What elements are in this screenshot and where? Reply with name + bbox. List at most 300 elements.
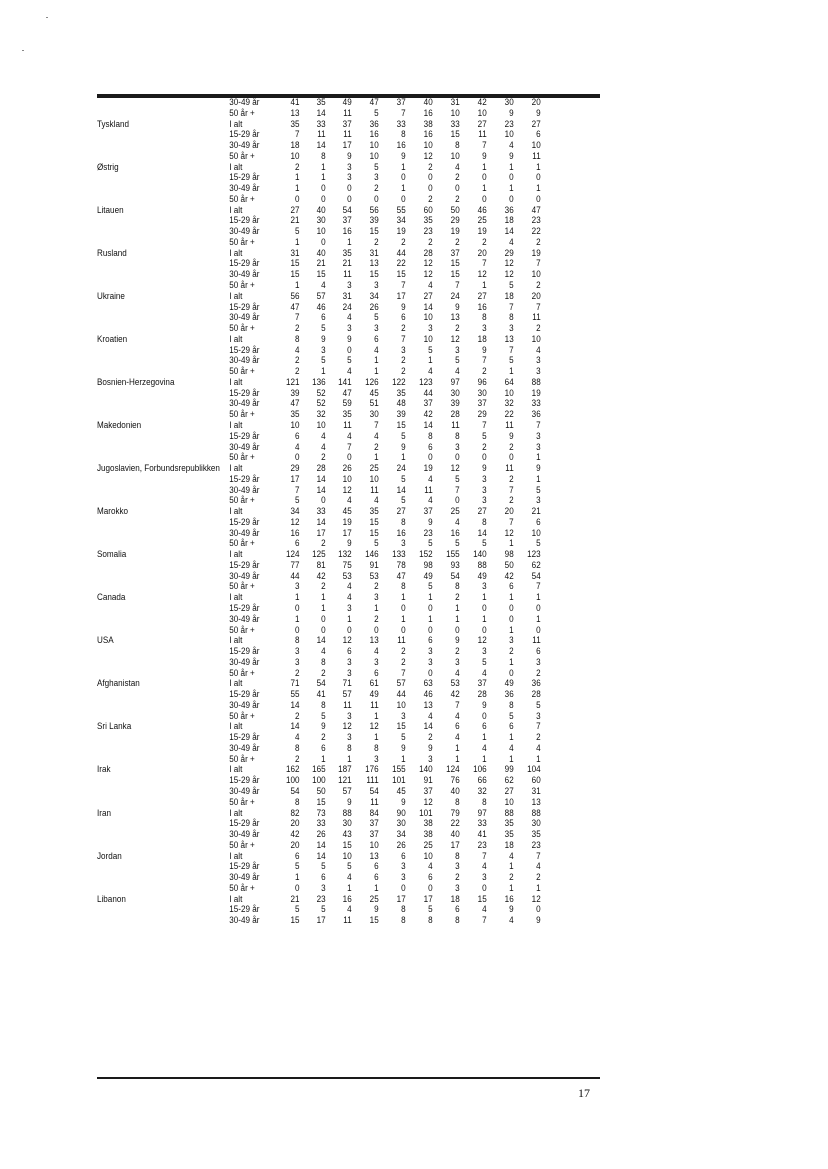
age-group-label: 30-49 år: [229, 699, 260, 710]
table-cell: 27: [396, 506, 406, 517]
country-label: Tyskland: [97, 118, 129, 129]
table-cell: 18: [450, 893, 460, 904]
table-cell: 4: [428, 366, 433, 377]
country-label: USA: [97, 635, 114, 646]
table-cell: 2: [482, 441, 487, 452]
table-cell: 1: [401, 161, 406, 172]
table-cell: 8: [455, 581, 460, 592]
table-cell: 16: [504, 893, 514, 904]
table-cell: 8: [401, 129, 406, 140]
table-cell: 10: [531, 140, 541, 151]
table-cell: 4: [428, 710, 433, 721]
table-cell: 5: [509, 710, 514, 721]
table-cell: 1: [374, 366, 379, 377]
table-cell: 1: [509, 656, 514, 667]
table-cell: 7: [294, 312, 300, 323]
table-cell: 28: [477, 689, 487, 700]
table-cell: 27: [504, 786, 514, 796]
table-cell: 0: [294, 624, 300, 635]
table-cell: 6: [374, 861, 379, 872]
table-cell: 57: [342, 689, 352, 700]
table-cell: 7: [482, 419, 487, 430]
table-cell: 1: [536, 473, 541, 484]
table-cell: 12: [504, 527, 514, 538]
table-cell: 20: [531, 97, 541, 107]
table-cell: 98: [504, 549, 514, 560]
table-cell: 10: [531, 269, 541, 280]
table-cell: 4: [509, 915, 514, 926]
table-cell: 3: [347, 323, 352, 334]
table-cell: 15: [290, 269, 300, 280]
table-cell: 53: [369, 570, 379, 581]
table-cell: 33: [477, 818, 487, 829]
age-group-label: 50 år +: [229, 624, 255, 635]
table-cell: 15: [396, 419, 406, 430]
table-cell: 27: [477, 118, 487, 129]
table-cell: 19: [423, 463, 433, 474]
table-cell: 57: [396, 678, 406, 689]
table-row: [97, 668, 550, 679]
table-cell: 11: [370, 699, 379, 710]
table-cell: 2: [428, 161, 433, 172]
table-cell: 0: [347, 183, 352, 194]
table-cell: 23: [531, 839, 541, 850]
table-cell: 9: [401, 796, 406, 807]
table-cell: 31: [290, 247, 300, 258]
table-cell: 18: [504, 290, 514, 301]
table-cell: 176: [365, 764, 379, 775]
table-cell: 19: [531, 247, 541, 258]
table-cell: 17: [396, 893, 406, 904]
table-cell: 33: [316, 818, 326, 829]
table-cell: 4: [294, 732, 300, 743]
table-cell: 0: [347, 452, 352, 463]
table-cell: 8: [347, 742, 352, 753]
table-cell: 2: [374, 441, 379, 452]
table-cell: 6: [294, 430, 300, 441]
table-cell: 6: [401, 312, 406, 323]
table-cell: 3: [374, 323, 379, 334]
table-cell: 32: [504, 398, 514, 409]
table-cell: 10: [369, 839, 379, 850]
table-cell: 3: [347, 732, 352, 743]
table-cell: 15: [369, 915, 379, 926]
table-cell: 2: [294, 366, 300, 377]
table-cell: 2: [455, 193, 460, 204]
table-row: [97, 302, 550, 313]
table-cell: 1: [294, 183, 300, 194]
age-group-label: 30-49 år: [229, 312, 260, 323]
table-cell: 54: [342, 204, 352, 215]
table-cell: 1: [509, 366, 514, 377]
table-cell: 30: [316, 215, 326, 226]
table-cell: 4: [347, 872, 352, 883]
age-group-label: 15-29 år: [229, 129, 260, 140]
table-cell: 0: [294, 193, 300, 204]
table-cell: 4: [428, 473, 433, 484]
age-group-label: 50 år +: [229, 581, 255, 592]
table-cell: 2: [482, 236, 487, 247]
table-cell: 0: [536, 193, 541, 204]
table-cell: 9: [321, 333, 326, 344]
table-cell: 9: [428, 516, 433, 527]
table-cell: 47: [342, 387, 352, 398]
table-cell: 24: [450, 290, 460, 301]
table-cell: 5: [321, 355, 326, 366]
table-cell: 12: [504, 269, 514, 280]
age-group-label: I alt: [229, 678, 243, 689]
table-cell: 0: [482, 193, 487, 204]
table-cell: 5: [428, 581, 433, 592]
table-cell: 11: [343, 699, 352, 710]
table-cell: 3: [428, 323, 433, 334]
table-cell: 124: [285, 549, 300, 560]
table-cell: 7: [482, 355, 487, 366]
table-cell: 37: [477, 678, 487, 689]
table-cell: 49: [369, 689, 379, 700]
table-cell: 20: [290, 839, 300, 850]
table-cell: 3: [294, 656, 300, 667]
table-cell: 7: [482, 140, 487, 151]
table-cell: 88: [504, 807, 514, 818]
table-cell: 42: [423, 409, 433, 420]
table-cell: 10: [423, 140, 433, 151]
table-row: [97, 808, 550, 819]
table-cell: 6: [428, 872, 433, 883]
table-cell: 3: [509, 635, 514, 646]
table-cell: 1: [321, 366, 326, 377]
table-cell: 11: [370, 796, 379, 807]
age-group-label: 30-49 år: [229, 786, 260, 796]
table-cell: 27: [531, 118, 541, 129]
table-row: [97, 743, 550, 754]
table-cell: 1: [482, 280, 487, 291]
table-cell: 5: [509, 280, 514, 291]
table-cell: 26: [369, 301, 379, 312]
table-cell: 1: [347, 882, 352, 893]
table-cell: 14: [316, 839, 326, 850]
table-cell: 18: [477, 333, 487, 344]
table-cell: 42: [316, 570, 326, 581]
table-cell: 0: [509, 613, 514, 624]
table-cell: 17: [342, 140, 352, 151]
table-cell: 14: [316, 140, 326, 151]
table-cell: 3: [536, 430, 541, 441]
age-group-label: 50 år +: [229, 753, 255, 764]
table-cell: 4: [536, 861, 541, 872]
table-cell: 14: [396, 484, 406, 495]
age-group-label: 15-29 år: [229, 775, 260, 786]
table-cell: 2: [536, 667, 541, 678]
table-cell: 14: [316, 850, 326, 861]
table-cell: 10: [531, 333, 541, 344]
table-cell: 56: [369, 204, 379, 215]
table-cell: 3: [536, 656, 541, 667]
table-cell: 3: [536, 710, 541, 721]
table-cell: 6: [428, 441, 433, 452]
table-cell: 1: [401, 452, 406, 463]
table-cell: 6: [321, 872, 326, 883]
table-cell: 15: [396, 721, 406, 732]
table-cell: 5: [374, 107, 379, 118]
age-group-label: 15-29 år: [229, 344, 260, 355]
table-cell: 4: [482, 667, 487, 678]
table-cell: 41: [316, 689, 326, 700]
table-cell: 5: [455, 538, 460, 549]
table-cell: 1: [509, 753, 514, 764]
table-cell: 88: [342, 807, 352, 818]
table-cell: 6: [455, 721, 460, 732]
table-cell: 34: [290, 506, 300, 517]
table-cell: 19: [396, 226, 406, 237]
table-cell: 6: [294, 538, 300, 549]
table-cell: 10: [316, 226, 326, 237]
age-group-label: 50 år +: [229, 107, 255, 118]
age-group-label: I alt: [229, 419, 243, 430]
age-group-label: 50 år +: [229, 409, 255, 420]
table-cell: 3: [455, 344, 460, 355]
age-group-label: 30-49 år: [229, 829, 260, 840]
table-cell: 5: [482, 538, 487, 549]
table-row: [97, 635, 550, 646]
table-cell: 13: [450, 312, 460, 323]
table-cell: 0: [321, 495, 326, 506]
table-cell: 11: [343, 915, 352, 926]
table-cell: 10: [423, 333, 433, 344]
table-cell: 6: [428, 635, 433, 646]
table-cell: 18: [504, 215, 514, 226]
table-cell: 88: [531, 376, 541, 387]
table-cell: 49: [477, 570, 487, 581]
table-cell: 3: [401, 710, 406, 721]
table-cell: 133: [392, 549, 406, 560]
table-cell: 7: [482, 915, 487, 926]
table-row: [97, 528, 550, 539]
table-cell: 13: [369, 258, 379, 269]
table-row: [97, 194, 550, 205]
table-cell: 1: [321, 161, 326, 172]
age-group-label: 15-29 år: [229, 689, 260, 700]
table-cell: 35: [290, 118, 300, 129]
table-cell: 81: [316, 559, 326, 570]
table-cell: 11: [370, 484, 379, 495]
table-row: [97, 603, 550, 614]
table-cell: 9: [509, 430, 514, 441]
table-cell: 8: [401, 581, 406, 592]
table-cell: 77: [290, 559, 300, 570]
table-cell: 42: [477, 97, 487, 107]
table-cell: 5: [428, 904, 433, 915]
table-cell: 0: [509, 193, 514, 204]
table-row: [97, 840, 550, 851]
table-cell: 16: [450, 527, 460, 538]
table-cell: 10: [290, 419, 300, 430]
age-group-label: 30-49 år: [229, 183, 260, 194]
table-cell: 4: [428, 280, 433, 291]
table-cell: 14: [290, 699, 300, 710]
age-group-label: I alt: [229, 506, 243, 517]
table-cell: 7: [536, 419, 541, 430]
table-cell: 34: [396, 829, 406, 840]
table-cell: 8: [482, 312, 487, 323]
table-cell: 121: [285, 376, 300, 387]
age-group-label: I alt: [229, 807, 243, 818]
age-group-label: 15-29 år: [229, 516, 260, 527]
table-cell: 21: [531, 506, 541, 517]
table-cell: 6: [321, 312, 326, 323]
table-cell: 5: [455, 355, 460, 366]
table-cell: 1: [455, 753, 460, 764]
table-row: [97, 538, 550, 549]
table-cell: 0: [321, 624, 326, 635]
table-cell: 5: [401, 430, 406, 441]
table-cell: 2: [401, 646, 406, 657]
table-cell: 11: [343, 129, 352, 140]
table-cell: 31: [369, 247, 379, 258]
table-cell: 56: [290, 290, 300, 301]
table-cell: 3: [455, 656, 460, 667]
table-cell: 30: [396, 818, 406, 829]
table-cell: 9: [401, 150, 406, 161]
table-cell: 21: [316, 258, 326, 269]
table-cell: 3: [401, 861, 406, 872]
table-cell: 123: [527, 549, 541, 560]
table-cell: 1: [509, 161, 514, 172]
table-cell: 5: [294, 861, 300, 872]
table-cell: 0: [321, 183, 326, 194]
table-cell: 1: [374, 732, 379, 743]
table-cell: 23: [423, 226, 433, 237]
country-label: Libanon: [97, 893, 126, 904]
table-cell: 35: [316, 97, 326, 107]
table-cell: 7: [455, 280, 460, 291]
table-cell: 8: [294, 333, 300, 344]
table-cell: 8: [455, 796, 460, 807]
table-cell: 1: [509, 624, 514, 635]
table-cell: 11: [397, 635, 406, 646]
table-cell: 0: [347, 624, 352, 635]
table-cell: 52: [316, 387, 326, 398]
table-cell: 63: [423, 678, 433, 689]
country-label: Litauen: [97, 204, 124, 215]
table-cell: 15: [369, 516, 379, 527]
table-cell: 6: [482, 721, 487, 732]
table-cell: 9: [347, 150, 352, 161]
table-cell: 19: [342, 516, 352, 527]
age-group-label: I alt: [229, 247, 243, 258]
table-cell: 6: [509, 721, 514, 732]
age-group-label: 30-49 år: [229, 915, 260, 926]
age-group-label: 15-29 år: [229, 301, 260, 312]
table-cell: 3: [455, 441, 460, 452]
page-number: 17: [578, 1086, 590, 1100]
table-cell: 5: [536, 699, 541, 710]
table-cell: 11: [532, 635, 541, 646]
table-cell: 9: [401, 441, 406, 452]
table-cell: 4: [374, 495, 379, 506]
table-cell: 44: [290, 570, 300, 581]
table-cell: 141: [338, 376, 352, 387]
table-cell: 4: [294, 344, 300, 355]
table-row: [97, 829, 550, 840]
table-row: [97, 614, 550, 625]
age-group-label: 15-29 år: [229, 172, 260, 183]
table-cell: 96: [477, 376, 487, 387]
table-cell: 0: [428, 667, 433, 678]
table-cell: 7: [294, 129, 300, 140]
table-cell: 8: [374, 742, 379, 753]
age-group-label: 50 år +: [229, 495, 255, 506]
table-cell: 97: [477, 807, 487, 818]
table-cell: 7: [401, 667, 406, 678]
table-cell: 1: [374, 882, 379, 893]
table-cell: 15: [369, 269, 379, 280]
table-cell: 2: [455, 646, 460, 657]
age-group-label: 15-29 år: [229, 473, 260, 484]
table-cell: 13: [369, 850, 379, 861]
table-cell: 30: [477, 387, 487, 398]
table-cell: 1: [482, 183, 487, 194]
table-cell: 4: [347, 581, 352, 592]
age-group-label: 15-29 år: [229, 646, 260, 657]
table-cell: 0: [455, 624, 460, 635]
table-cell: 14: [290, 721, 300, 732]
table-row: [97, 904, 550, 915]
age-group-label: 30-49 år: [229, 484, 260, 495]
table-cell: 90: [396, 807, 406, 818]
table-row: [97, 797, 550, 808]
table-cell: 21: [342, 258, 352, 269]
table-cell: 5: [482, 430, 487, 441]
table-cell: 15: [450, 269, 460, 280]
table-cell: 2: [509, 646, 514, 657]
table-cell: 37: [423, 398, 433, 409]
table-cell: 5: [428, 538, 433, 549]
age-group-label: 50 år +: [229, 839, 255, 850]
table-cell: 3: [455, 861, 460, 872]
table-cell: 17: [423, 893, 433, 904]
table-cell: 10: [369, 473, 379, 484]
table-cell: 0: [536, 624, 541, 635]
table-cell: 1: [482, 592, 487, 603]
table-cell: 122: [392, 376, 406, 387]
table-cell: 6: [294, 850, 300, 861]
table-cell: 30: [531, 818, 541, 829]
table-cell: 88: [477, 559, 487, 570]
table-cell: 2: [455, 323, 460, 334]
table-row: [97, 754, 550, 765]
country-label: Rusland: [97, 247, 127, 258]
table-cell: 27: [477, 290, 487, 301]
table-cell: 45: [396, 786, 406, 796]
age-group-label: 30-49 år: [229, 355, 260, 366]
table-cell: 0: [294, 602, 300, 613]
table-cell: 0: [482, 602, 487, 613]
table-cell: 66: [477, 775, 487, 786]
table-cell: 52: [316, 398, 326, 409]
table-row: [97, 119, 550, 130]
table-cell: 9: [536, 915, 541, 926]
table-cell: 5: [321, 323, 326, 334]
table-cell: 34: [369, 290, 379, 301]
table-cell: 8: [401, 516, 406, 527]
table-cell: 3: [482, 495, 487, 506]
table-cell: 12: [342, 635, 352, 646]
table-cell: 97: [450, 376, 460, 387]
table-cell: 36: [504, 689, 514, 700]
table-cell: 0: [536, 904, 541, 915]
table-cell: 62: [531, 559, 541, 570]
